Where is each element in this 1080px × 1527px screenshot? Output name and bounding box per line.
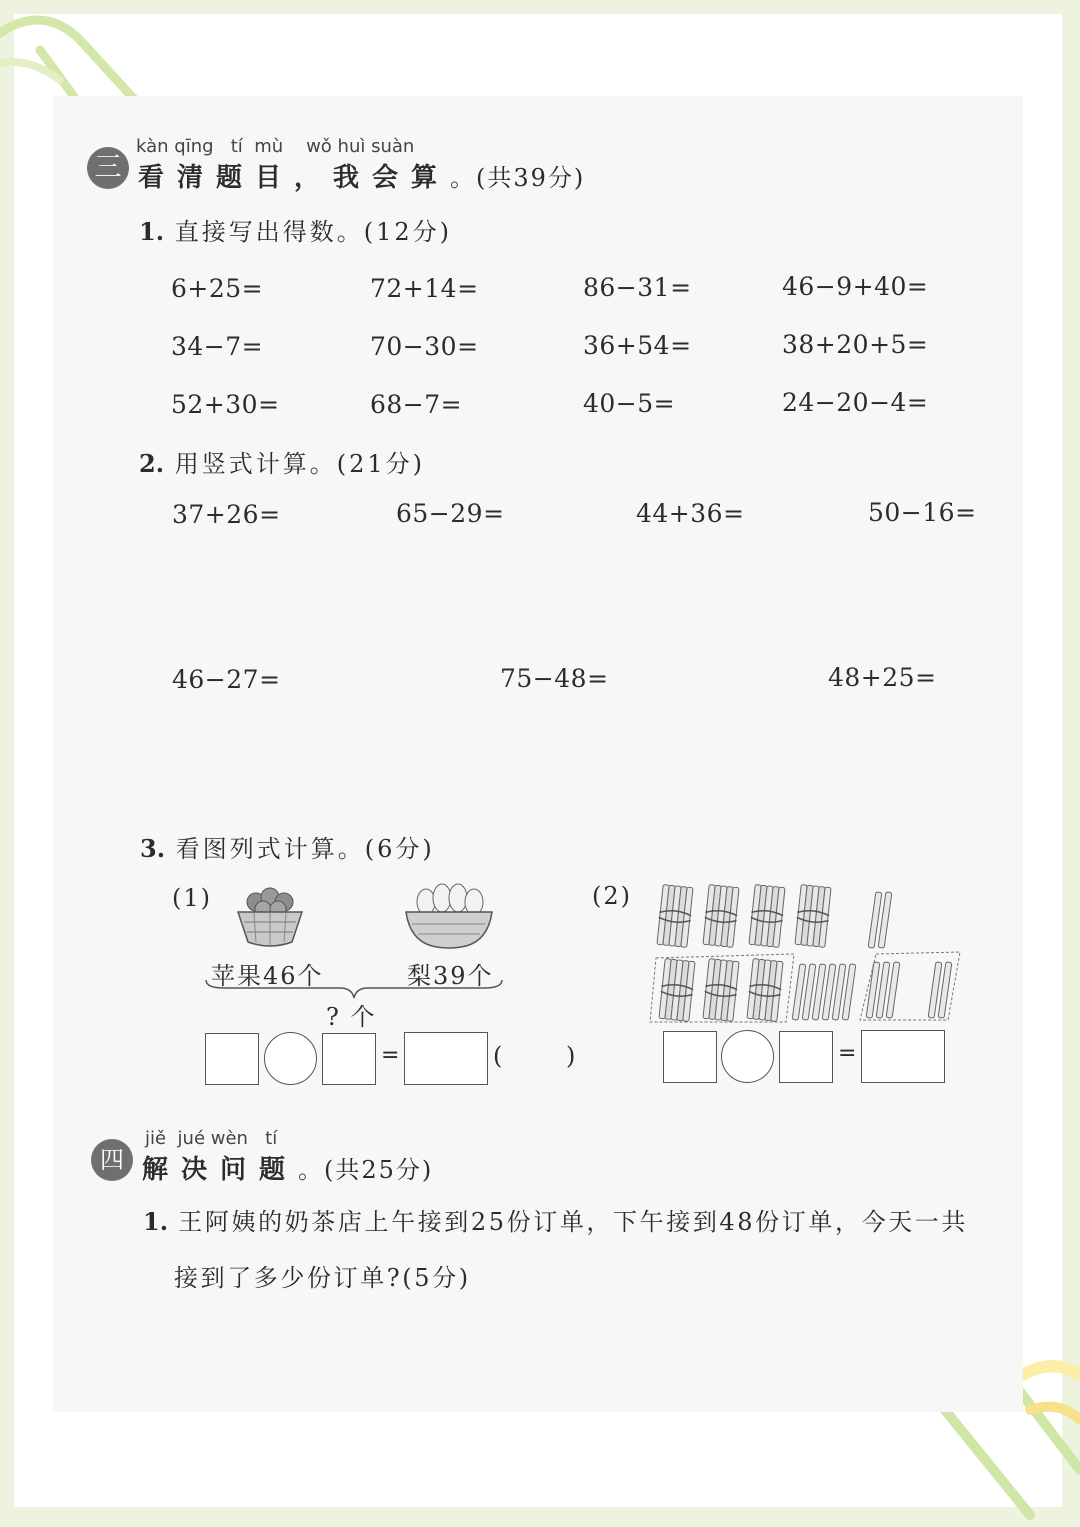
q1-expr: 36+54= (583, 331, 692, 360)
q1-expr: 68−7= (370, 390, 463, 419)
q1-expr: 40−5= (583, 389, 676, 418)
problem-1-line-2: 接到了多少份订单?(5分) (174, 1264, 471, 1292)
pear-basket-icon (404, 878, 494, 954)
equals-sign: = (381, 1043, 400, 1068)
q1-expr: 52+30= (171, 390, 280, 419)
q3-title: 3. 看图列式计算。(6分) (140, 834, 435, 863)
q2-expr: 50−16= (868, 498, 977, 527)
q3-part1-label: (1) (172, 884, 212, 912)
section-4-pinyin: jiě jué wèn tí (145, 1128, 278, 1149)
q1-expr: 46−9+40= (782, 272, 929, 301)
apple-count-label: 苹果46个 (211, 962, 324, 990)
q2-expr: 46−27= (172, 665, 281, 694)
section-3-pinyin: kàn qīng tí mù wǒ huì suàn (136, 136, 415, 157)
section-4-heading (142, 1149, 433, 1186)
q2-expr: 48+25= (828, 663, 937, 692)
total-question-label: ? 个 (326, 1003, 377, 1031)
q2-expr: 44+36= (636, 499, 745, 528)
answer-box[interactable] (663, 1031, 717, 1083)
q1-title: 1. 直接写出得数。(12分) (139, 217, 452, 246)
section-3-heading (138, 157, 585, 194)
problem-1-line-1: 1. 王阿姨的奶茶店上午接到25份订单，下午接到48份订单，今天一共 (143, 1207, 968, 1236)
q1-expr: 38+20+5= (782, 330, 929, 359)
operator-circle[interactable] (264, 1032, 317, 1085)
result-box[interactable] (861, 1030, 945, 1083)
answer-box[interactable] (779, 1031, 833, 1083)
result-box[interactable] (404, 1032, 488, 1085)
q3-part2-label: (2) (592, 882, 632, 910)
q2-expr: 65−29= (396, 499, 505, 528)
operator-circle[interactable] (721, 1030, 774, 1083)
section-3-badge: 三 (87, 147, 129, 189)
equals-sign: = (838, 1041, 857, 1066)
answer-box[interactable] (322, 1033, 376, 1085)
section-3-score: 。(共39分) (450, 164, 586, 192)
section-4-badge: 四 (91, 1139, 133, 1181)
pear-count-label: 梨39个 (407, 962, 494, 990)
section-4-score: 。(共25分) (298, 1156, 434, 1184)
q1-expr: 24−20−4= (782, 388, 929, 417)
q1-expr: 6+25= (171, 274, 264, 303)
answer-box[interactable] (205, 1033, 259, 1085)
q1-expr: 86−31= (583, 273, 692, 302)
unit-paren-close: ) (566, 1042, 578, 1070)
q1-expr: 70−30= (370, 332, 479, 361)
apple-basket-icon (234, 880, 306, 952)
stick-bundles-icon (648, 882, 966, 1027)
q1-expr: 72+14= (370, 274, 479, 303)
section-4-title: 解决问题 (142, 1155, 299, 1185)
section-3-title: 看清题目，我会算 (138, 163, 451, 193)
q2-expr: 75−48= (500, 664, 609, 693)
q1-expr: 34−7= (171, 332, 264, 361)
unit-paren-open: ( (493, 1042, 505, 1070)
q2-expr: 37+26= (172, 500, 281, 529)
q2-title: 2. 用竖式计算。(21分) (139, 449, 425, 478)
